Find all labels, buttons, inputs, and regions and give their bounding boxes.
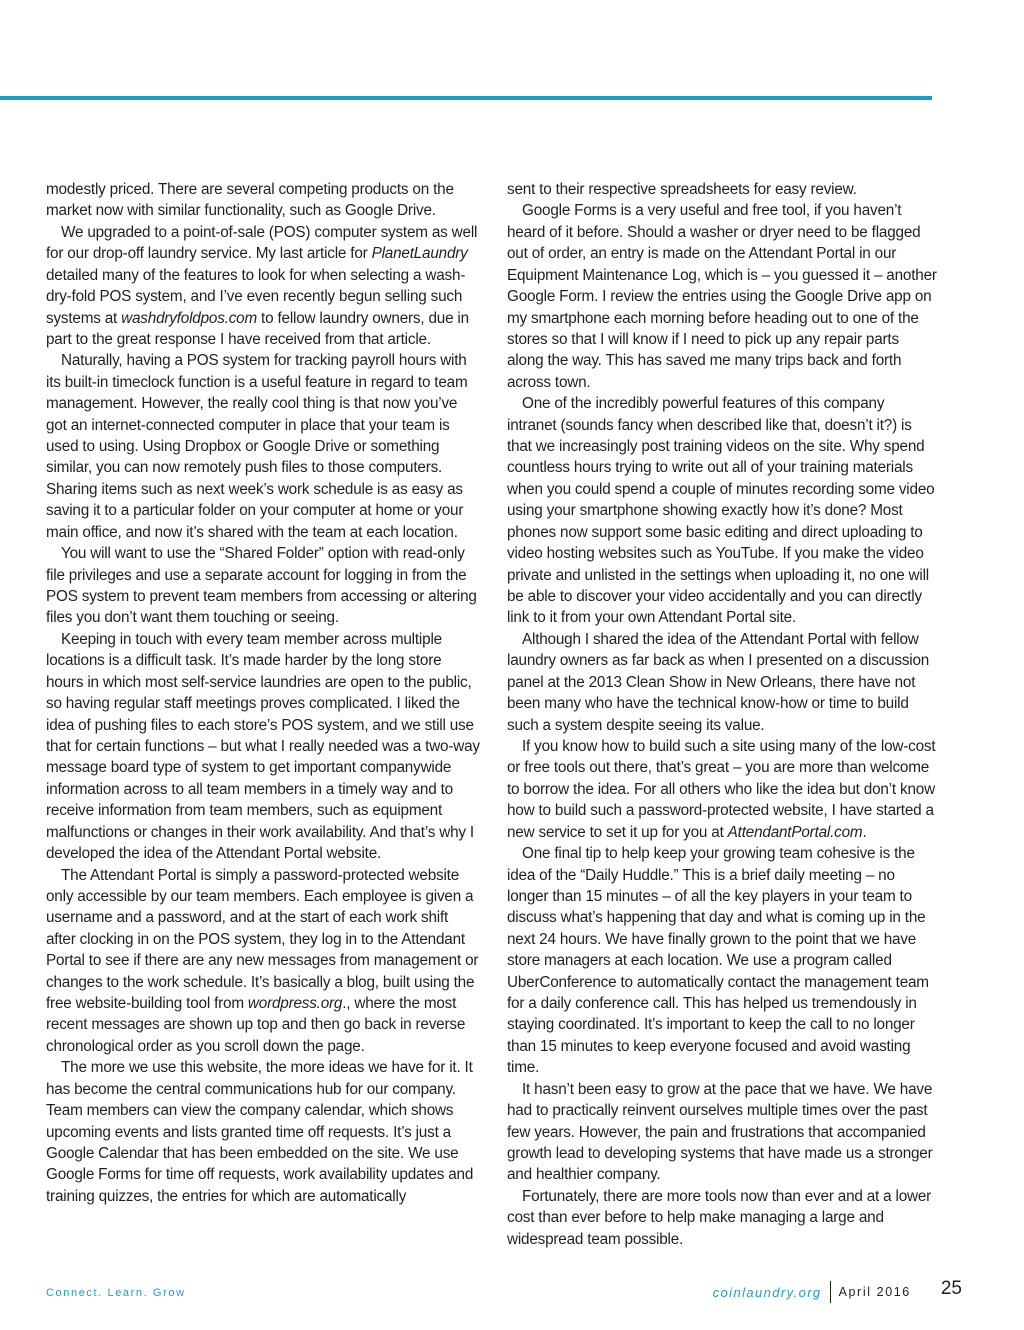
page-number: 25 <box>940 1278 962 1299</box>
article-column-right <box>507 179 937 1250</box>
footer-divider <box>830 1281 831 1303</box>
website-reference: AttendantPortal.com <box>727 823 863 841</box>
publication-name: PlanetLaundry <box>371 245 468 263</box>
footer-folio <box>712 1278 962 1303</box>
paragraph: You will want to use the “Shared Folder” option with read-only file privileges and use a separate account for logging in from the POS system to prevent team members from accessing or altering files you don’t want them touching or seeing. <box>46 545 477 627</box>
paragraph: If you know how to build such a site using many of the low-cost or free tools out there, that’s great – you are more than welcome to borrow the idea. For all others who like the idea but don’t know how to build such a password-protected website, I have started a new service to set it up for you at AttendantPortal.com. <box>507 737 936 841</box>
paragraph: It hasn’t been easy to grow at the pace that we have. We have had to practically reinvent ourselves multiple times over the past few years. However, the pain and frustrations that accompanied growth lead to developing systems that have made us a stronger and healthier company. <box>507 1080 933 1184</box>
paragraph: The Attendant Portal is simply a password-protected website only accessible by our team members. Each employee is given a username and a password, and at the start of each work shift after clocking in on the POS system, they log in to the Attendant Portal to see if there are any new messages from management or changes to the work schedule. It’s basically a blog, built using the free website-building tool from wordpress.org., where the most recent messages are shown up top and then go back in reverse chronological order as you scroll down the page. <box>46 866 479 1055</box>
paragraph: sent to their respective spreadsheets for easy review. <box>507 181 857 198</box>
paragraph: One final tip to help keep your growing team cohesive is the idea of the “Daily Huddle.” This is a brief daily meeting – no longer than 15 minutes – of all the key players in your team to discuss what’s happening that day and what is coming up in the next 24 hours. We have finally grown to the point that we have store managers at each location. We use a program called UberConference to automatically contact the management team for a daily conference call. This has helped us tremendously in staying coordinated. It’s important to keep the call to no longer than 15 minutes to keep everyone focused and avoid wasting time. <box>507 845 929 1077</box>
paragraph: Keeping in touch with every team member across multiple locations is a difficult task. It’s made harder by the long store hours in which most self-service laundries are open to the public, so having regular staff meetings proves complicated. I liked the idea of pushing files to each store’s POS system, and we still use that for certain functions – but what I really needed was a two-way message board type of system to get important companywide information across to all team members in a timely way and to receive information from team members, such as equipment malfunctions or changes in their work availability. And that’s why I developed the idea of the Attendant Portal website. <box>46 630 480 863</box>
footer-issue-date: April 2016 <box>838 1285 911 1299</box>
paragraph: Naturally, having a POS system for tracking payroll hours with its built-in timeclock function is a useful feature in regard to team management. However, the really cool thing is that now you’ve got an internet-connected computer in place that your team is used to using. Using Dropbox or Google Drive or something similar, you can now remotely push files to those computers. Sharing items such as next week’s work schedule is as easy as saving it to a particular folder on your computer at home or your main office, and now it’s shared with the team at each location. <box>46 352 468 541</box>
paragraph: Fortunately, there are more tools now than ever and at a lower cost than ever before to help make managing a large and widespread team possible. <box>507 1187 932 1248</box>
paragraph: The more we use this website, the more ideas we have for it. It has become the central communications hub for our company. Team members can view the company calendar, which shows upcoming events and lists granted time off requests. It’s just a Google Calendar that has been embedded on the site. We use Google Forms for time off requests, work availability updates and training quizzes, the entries for which are automatically <box>46 1059 474 1205</box>
paragraph: One of the incredibly powerful features of this company intranet (sounds fancy when described like that, doesn’t it?) is that we increasingly post training videos on the site. Why spend countless hours trying to write out all of your training materials when you could spend a couple of minutes recording some video using your smartphone showing exactly how it’s done? Most phones now support some basic editing and direct uploading to video hosting websites such as YouTube. If you make the video private and unlisted in the settings when uploading it, no one will be able to discover your video accidentally and you can directly link to it from your own Attendant Portal site. <box>507 395 935 627</box>
header-rule <box>0 96 932 100</box>
article-column-left <box>46 179 480 1207</box>
paragraph: Although I shared the idea of the Attendant Portal with fellow laundry owners as far back as when I presented on a discussion panel at the 2013 Clean Show in New Orleans, there have not been many who have the technical know-how or time to build such a system despite seeing its value. <box>507 630 930 734</box>
footer-site-link[interactable]: coinlaundry.org <box>712 1284 822 1300</box>
website-reference: wordpress.org <box>247 995 343 1013</box>
footer-tagline: Connect. Learn. Grow <box>46 1287 186 1299</box>
paragraph: modestly priced. There are several competing products on the market now with similar functionality, such as Google Drive. <box>46 181 454 220</box>
paragraph: We upgraded to a point-of-sale (POS) computer system as well for our drop-off laundry service. My last article for PlanetLaundry detailed many of the features to look for when selecting a wash-dry-fold POS system, and I’ve even recently begun selling such systems at washdryfoldpos.com to fellow laundry owners, due in part to the great response I have received from that article. <box>46 223 478 348</box>
website-reference: washdryfoldpos.com <box>121 309 257 327</box>
paragraph: Google Forms is a very useful and free tool, if you haven’t heard of it before. Should a washer or dryer need to be flagged out of order, an entry is made on the Attendant Portal in our Equipment Maintenance Log, which is – you guessed it – another Google Form. I review the entries using the Google Drive app on my smartphone each morning before heading out to one of the stores so that I will know if I need to pick up any repair parts along the way. This has saved me many trips back and forth across town. <box>507 202 937 391</box>
